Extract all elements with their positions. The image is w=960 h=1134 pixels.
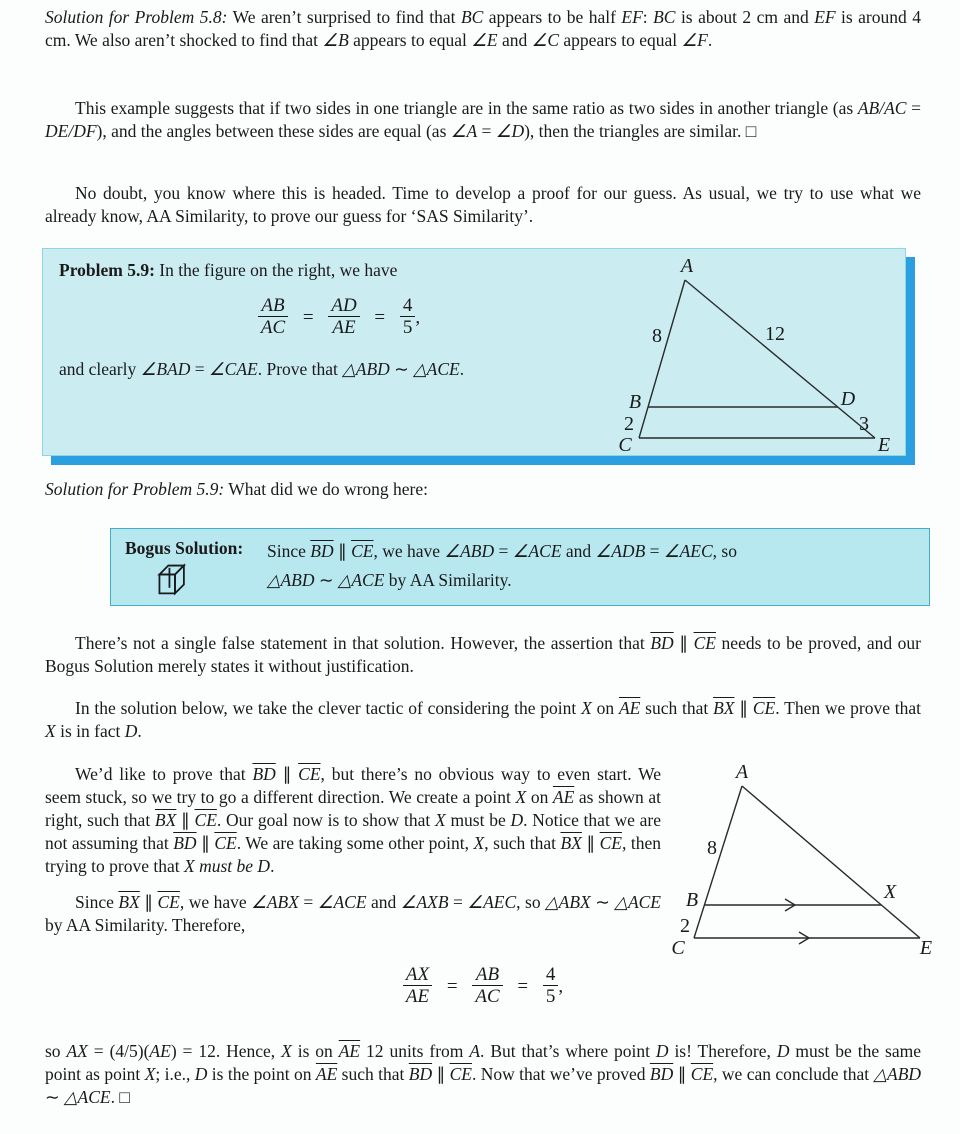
fraction-ab-ac: $\frac{AB}{AC}$ — [258, 295, 288, 339]
solution-5-9-lead: Solution for Problem 5.9: What did we do wrong here: — [45, 479, 429, 499]
problem-5-9-box — [42, 248, 906, 456]
triangle-figure-abde — [607, 252, 893, 452]
paragraph-sas-suggestion: This example suggests that if two sides in one triangle are in the same ratio as two sides in another triangle (as AB/AC = DE/DF), and the angles between these sides are equal (as ∠A = ∠D), then the triangles are similar. □ — [45, 98, 921, 141]
point-label-a: A — [680, 255, 694, 277]
point-label-x: X — [883, 881, 897, 903]
paragraph-clever-tactic: In the solution below, we take the clever tactic of considering the point X on $\overline{AE}$ such that $\overline{BX}$ ∥ $\overline{CE}$. Then we prove that X is in fact D. — [45, 698, 922, 741]
length-label-2: 2 — [680, 915, 690, 937]
equation-comma: , — [415, 307, 421, 329]
side-ae — [685, 280, 875, 438]
problem-equation — [59, 297, 619, 341]
length-label-8: 8 — [707, 837, 717, 859]
fraction-ax-ae: $\frac{AX}{AE}$ — [403, 964, 432, 1008]
fraction-4-5: $\frac{4}{5}$ — [543, 964, 559, 1008]
equals-sign: = — [374, 307, 386, 329]
paragraph-wed-like: We’d like to prove that $\overline{BD}$ ∥ $\overline{CE}$, but there’s no obvious way to even start. We seem stuck, so we try to go a different direction. We create a point X on $\overline{AE}$ as shown at right, such that $\overline{BX}$ ∥ $\overline{CE}$. Our goal now is to show that X must be D. Notice that we are not assuming that $\overline{BD}$ ∥ $\overline{CE}$. We are taking some other point, X, such that $\overline{BX}$ ∥ $\overline{CE}$, then trying to prove that X must be D. — [45, 764, 662, 876]
length-label-8: 8 — [652, 325, 662, 347]
bogus-solution-box — [110, 528, 930, 606]
side-ac — [639, 280, 685, 438]
length-label-3: 3 — [859, 413, 869, 435]
equals-sign: = — [302, 307, 314, 329]
point-label-b: B — [628, 391, 642, 413]
paragraph-conclusion: so AX = (4/5)(AE) = 12. Hence, X is on $\overline{AE}$ 12 units from A. But that’s where point D is! Therefore, D must be the same point as point X; i.e., D is the point on $\overline{AE}$ such that $\overline{BD}$ ∥ $\overline{CE}$. Now that we’ve proved $\overline{BD}$ ∥ $\overline{CE}$, we can conclude that △ABD ∼ △ACE. □ — [45, 1041, 922, 1107]
point-label-b: B — [685, 889, 699, 911]
point-label-a: A — [735, 761, 749, 783]
equation-ax-ae — [45, 966, 921, 1010]
point-label-d: D — [840, 388, 856, 410]
length-label-12: 12 — [765, 323, 785, 345]
triangle-figure-abxe — [666, 756, 936, 956]
point-label-c: C — [618, 434, 632, 452]
bogus-solution-label: Bogus Solution: — [125, 538, 244, 558]
fraction-ab-ac: $\frac{AB}{AC}$ — [472, 964, 502, 1008]
paragraph-since-bx: Since $\overline{BX}$ ∥ $\overline{CE}$, we have ∠ABX = ∠ACE and ∠AXB = ∠AEC, so △ABX ∼ △ACE by AA Similarity. Therefore, — [45, 892, 661, 935]
open-box-icon — [155, 561, 195, 599]
paragraph-not-false: There’s not a single false statement in that solution. However, the assertion that $\overline{BD}$ ∥ $\overline{CE}$ needs to be proved, and our Bogus Solution merely states it without justification. — [45, 633, 921, 676]
equals-sign: = — [446, 976, 458, 998]
paragraph-no-doubt: No doubt, you know where this is headed. Time to develop a proof for our guess. As usual, we try to use what we already know, AA Similarity, to prove our guess for ‘SAS Similarity’. — [45, 183, 921, 226]
problem-line-2: and clearly ∠BAD = ∠CAE. Prove that △ABD ∼ △ACE. — [59, 358, 465, 379]
problem-box-text — [59, 259, 619, 381]
bogus-label-column — [111, 529, 261, 605]
box-front-face — [159, 574, 175, 593]
point-label-c: C — [671, 937, 685, 956]
paragraph-solution-5-8: Solution for Problem 5.8: We aren’t surprised to find that BC appears to be half EF: BC is about 2 cm and EF is around 4 cm. We also aren’t shocked to find that ∠B appears to equal ∠E and ∠C appears to equal ∠F. — [45, 7, 921, 50]
length-label-2: 2 — [624, 413, 634, 435]
fraction-4-5: $\frac{4}{5}$ — [400, 295, 416, 339]
fraction-ad-ae: $\frac{AD}{AE}$ — [328, 295, 359, 339]
left-column-text — [45, 763, 661, 937]
point-label-e: E — [877, 434, 891, 452]
problem-title-line: Problem 5.9: In the figure on the right, we have — [59, 260, 398, 280]
bogus-line-1: Since $\overline{BD}$ ∥ $\overline{CE}$, we have ∠ABD = ∠ACE and ∠ADB = ∠AEC, so — [267, 541, 737, 561]
side-ac — [694, 786, 742, 938]
bogus-line-2: △ABD ∼ △ACE by AA Similarity. — [267, 570, 512, 590]
equals-sign: = — [517, 976, 529, 998]
bogus-text — [261, 529, 929, 605]
side-ae — [742, 786, 920, 938]
box-right-face — [175, 566, 184, 594]
equation-comma: , — [558, 976, 564, 998]
point-label-e: E — [919, 937, 933, 956]
